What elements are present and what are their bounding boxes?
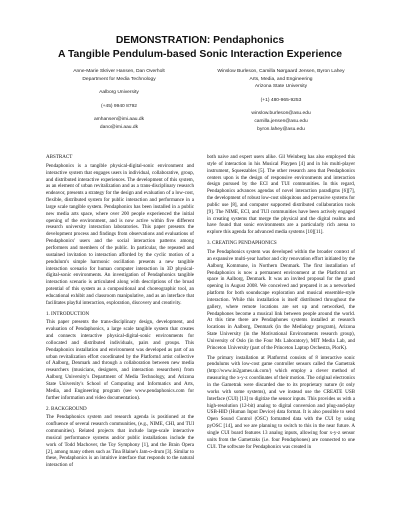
author-email: winslow.burleson@asu.edu <box>251 111 311 117</box>
left-column <box>46 154 194 472</box>
author-phone: (+45) 9940 8792 <box>100 103 138 109</box>
author-phone: (+1) 480-965-9253 <box>260 97 302 103</box>
abstract-heading: ABSTRACT <box>46 154 73 160</box>
author-department: Department for Media Technology <box>82 76 156 82</box>
author-names: Winslow Burleson, Camilla Nørgaard Jensen, Byron Lahey <box>217 69 345 74</box>
author-email: byron.lahey@asu.edu <box>257 126 305 132</box>
author-department: Arts, Media, and Engineering <box>249 76 313 82</box>
right-column <box>207 154 355 472</box>
author-names: Anne-Marie Skriver Hansen, Dan Overholt <box>73 69 165 74</box>
author-university: Arizona State University <box>254 84 308 90</box>
author-university: Aalborg University <box>99 90 139 96</box>
paper-title-line1: DEMONSTRATION: Pendaphonics <box>115 35 285 46</box>
paper-title-line2: A Tangible Pendulum-based Sonic Interaction Experience <box>57 49 343 60</box>
background-text: The Pendaphonics system and research agenda is positioned at the confluence of several research communities, (e.g., NIME, CHI, and TUI communities). Related projects that include large-scale interactive musical performance systems and/or public installations include the work of Todd Machover, the Toy Symphony [1], and the Brain Opera [2], among many others such as Tina Blaine's Jam-o-drum [3]. Similar to these, Pendaphonics is an intuitive interface that responds to the natural interaction of <box>46 414 194 469</box>
author-email: amhansen@imi.aau.dk <box>93 117 145 123</box>
background-heading: 2. BACKGROUND <box>46 405 87 412</box>
creating-heading: 3. CREATING PENDAPHONICS <box>207 240 277 247</box>
introduction-text: This paper presents the trans-disciplinary design, development, and evaluation of Pendaphonics, a large scale tangible system that creates and connects interactive physical-digital-sonic environments for collocated and distributed individuals, pairs and groups. This Pendaphonics installation and environment was developed as part of an urban revitalization effort coordinated by the Platform4 artist collective of Aalborg, Denmark and through a collaboration between new media researchers (musicians, designers, and interaction researchers) from Aalborg University's Department of Media Technology, and Arizona State University's School of Computing and Informatics and Arts, Media, and Engineering program (see www.pendaphonics.com for further information and video documentation). <box>46 319 194 401</box>
body-columns <box>46 154 355 472</box>
author-affiliation-right <box>206 68 356 133</box>
author-email: camilla.jensen@asu.edu <box>254 118 308 124</box>
author-email: dano@imi.aau.dk <box>99 124 139 130</box>
abstract-text: Pendaphonics is a tangible physical-digital-sonic environment and interactive system that engages users in individual, collaborative, group, and distributed interactive experiences. The development of this system, as an element of urban revitalization and as a trans-disciplinary research endeavor, presents a strategy for the design and evaluation of a low-cost, flexible, distributed system for public interaction and performance in a large scale tangible system. Pendaphonics has been installed in a public new media arts space, where over 200 people experienced the initial opening of the environment, and is now active within five different research university interaction laboratories. This paper presents the development process and findings from observations and evaluations of Pendaphonics' users and the social interaction patterns among performers and members of the public. In particular, the repeated and sustained invitation to interaction afforded by the cyclic motion of a pendulum's simple harmonic oscillation presents a new tangible interaction scenario for human computer interaction in 3D physical-digital-sonic environments. An investigation of Pendaphonics tangible interaction scenario is articulated along with descriptions of the broad potential of this system as a compositional and choreographic tool, an educational exhibit and classroom manipulative, and as an interface that facilitates playful interaction, exploration, discovery and creativity. <box>46 162 194 306</box>
introduction-heading: 1. INTRODUCTION <box>46 310 90 317</box>
author-affiliation-left <box>44 68 194 133</box>
creating-text-2: The primary installation at Platform4 consists of 8 interactive sonic pendulums with low-cost game controller sensors called the Gametrak (http://www.in2games.uk.com/) which employ a clever method of measuring the x-y-z coordinates of their motion. The original electronics in the Gametrak were discarded due to its proprietary nature (it only works with some systems), and we instead use the CREATE USB Interface (CUI) [13] to digitize the sensor inputs. This provides us with a high-resolution (12-bit) analog to digital conversion and plug-and-play USB-HID (Human Input Device) data format. It is also possible to send Open Sound Control (OSC) formatted data with the CUI by using pyOSC [14], and we are planning to switch to this in the near future. A single CUI board features 13 analog inputs, allowing four x-y-z sensor units from the Gametraks (i.e. four Pendaphones) are connected to one CUI. The software for Pendaphonics was created in <box>207 354 355 450</box>
creating-text-1: The Pendaphonics system was developed within the broader context of an expansive multi-year harbor and city renovation effort initiated by the Aalborg Kommune, in Northern Denmark. The first installation of Pendaphonics is now a permanent environment at the Platform4 art space in Aalborg, Denmark. It was an invited proposal for the grand opening in August 2008. We conceived and prepared it as a networked platform for both soundscape exploration and musical ensemble-style interaction. While this installation is itself distributed throughout the gallery, where remote locations are set up and networked, the Pendaphones become a musical link between people around the world. At this time there are Pendaphones systems installed at research locations in Aalborg, Denmark (in the Medialogy program), Arizona State University (in the Motivational Environments research group), University of Oslo (in the Four Ms Laboratory), MIT Media Lab, and Princeton University (part of the Princeton Laptop Orchestra, PlorK). <box>207 248 355 351</box>
author-block <box>44 68 356 133</box>
background-continued-text: both naive and expert users alike. Gil Weinberg has also employed this style of interaction in his Musical Playpen [4] and in his multi-player instrument, Squeezables [5]. The other research area that Pendaphonics centers upon is the design of responsive environments and interaction design pursued by the ECI and TUI communities. In this regard, Pendaphonics advances agendas of novel interaction paradigms [6][7], the development of robust low-cost ubiquitous and pervasive systems for public use [8], and computer supported distributed collaboration tools [9]. The NIME, ECI, and TUI communities have been actively engaged in creating systems that merge the physical and the digital realms and have found that sonic environments are a particularly rich arena to explore this agenda for advanced media systems [10][11]. <box>207 154 355 236</box>
